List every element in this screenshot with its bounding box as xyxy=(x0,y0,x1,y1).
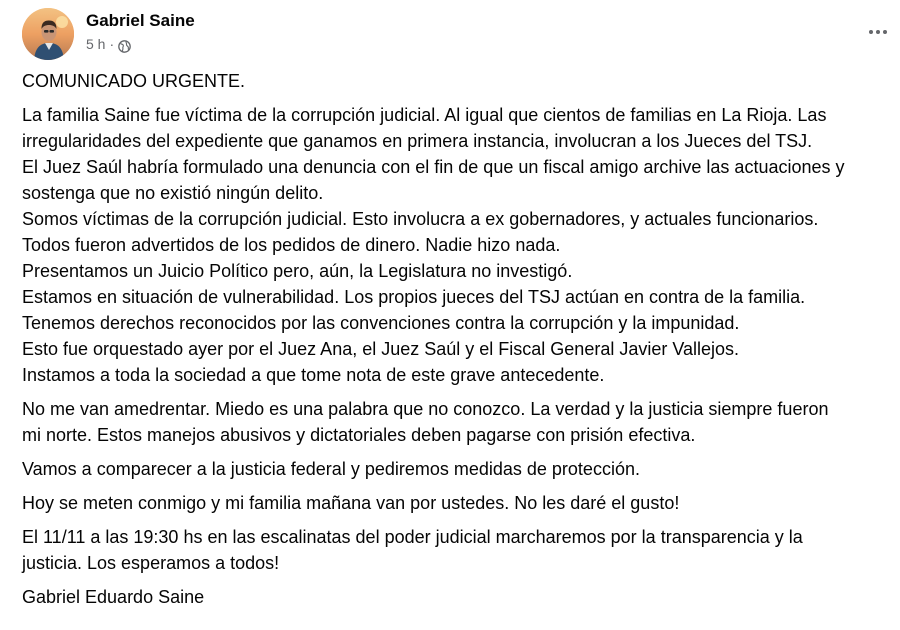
post-time[interactable]: 5 h xyxy=(86,36,106,52)
post-text-line: COMUNICADO URGENTE. xyxy=(22,71,246,91)
post-text-line: El Juez Saúl habría formulado una denuncia con el fin de que un fiscal amigo archive las actuaciones y xyxy=(22,157,845,177)
post-header xyxy=(22,8,195,62)
post-text-line: Vamos a comparecer a la justicia federal y pediremos medidas de protección. xyxy=(22,459,640,479)
post-text-line: Estamos en situación de vulnerabilidad. Los propios jueces del TSJ actúan en contra de la familia. xyxy=(22,287,806,307)
post-content xyxy=(22,68,900,618)
post-text-line: La familia Saine fue víctima de la corrupción judicial. Al igual que cientos de familias en La Rioja. Las xyxy=(22,105,827,125)
post-text-line: justicia. Los esperamos a todos! xyxy=(22,553,280,573)
post-text-line: Hoy se meten conmigo y mi familia mañana van por ustedes. No les daré el gusto! xyxy=(22,493,680,513)
avatar[interactable] xyxy=(22,8,74,60)
more-options-button[interactable] xyxy=(860,14,896,50)
post-text-line: Instamos a toda la sociedad a que tome nota de este grave antecedente. xyxy=(22,365,605,385)
post-text-line: Gabriel Eduardo Saine xyxy=(22,587,205,607)
post-paragraph xyxy=(22,68,900,94)
post-text-line: Tenemos derechos reconocidos por las convenciones contra la corrupción y la impunidad. xyxy=(22,313,740,333)
avatar-photo xyxy=(22,8,74,60)
post-paragraph xyxy=(22,102,900,388)
post-subline xyxy=(86,34,195,54)
post-paragraph xyxy=(22,396,900,448)
post-text-line: No me van amedrentar. Miedo es una palabra que no conozco. La verdad y la justicia siempre fueron xyxy=(22,399,829,419)
author-name[interactable]: Gabriel Saine xyxy=(86,11,195,30)
more-horizontal-icon xyxy=(869,30,887,34)
post-text-line: El 11/11 a las 19:30 hs en las escalinatas del poder judicial marcharemos por la transparencia y la xyxy=(22,527,803,547)
post-paragraph xyxy=(22,584,900,610)
post-meta xyxy=(86,9,195,54)
post-paragraph xyxy=(22,490,900,516)
post-text-line: mi norte. Estos manejos abusivos y dictatoriales deben pagarse con prisión efectiva. xyxy=(22,425,696,445)
post-text-line: Presentamos un Juicio Político pero, aún, la Legislatura no investigó. xyxy=(22,261,573,281)
globe-icon[interactable] xyxy=(118,38,131,51)
post-text-line: irregularidades del expediente que ganamos en primera instancia, involucran a los Jueces del TSJ. xyxy=(22,131,813,151)
post-text-line: Somos víctimas de la corrupción judicial. Esto involucra a ex gobernadores, y actuales funcionarios. xyxy=(22,209,819,229)
post-text-line: sostenga que no existió ningún delito. xyxy=(22,183,324,203)
post-paragraph xyxy=(22,524,900,576)
post-paragraph xyxy=(22,456,900,482)
separator-dot: · xyxy=(109,36,115,52)
post-text-line: Todos fueron advertidos de los pedidos de dinero. Nadie hizo nada. xyxy=(22,235,561,255)
post-text-line: Esto fue orquestado ayer por el Juez Ana, el Juez Saúl y el Fiscal General Javier Vallejos. xyxy=(22,339,740,359)
